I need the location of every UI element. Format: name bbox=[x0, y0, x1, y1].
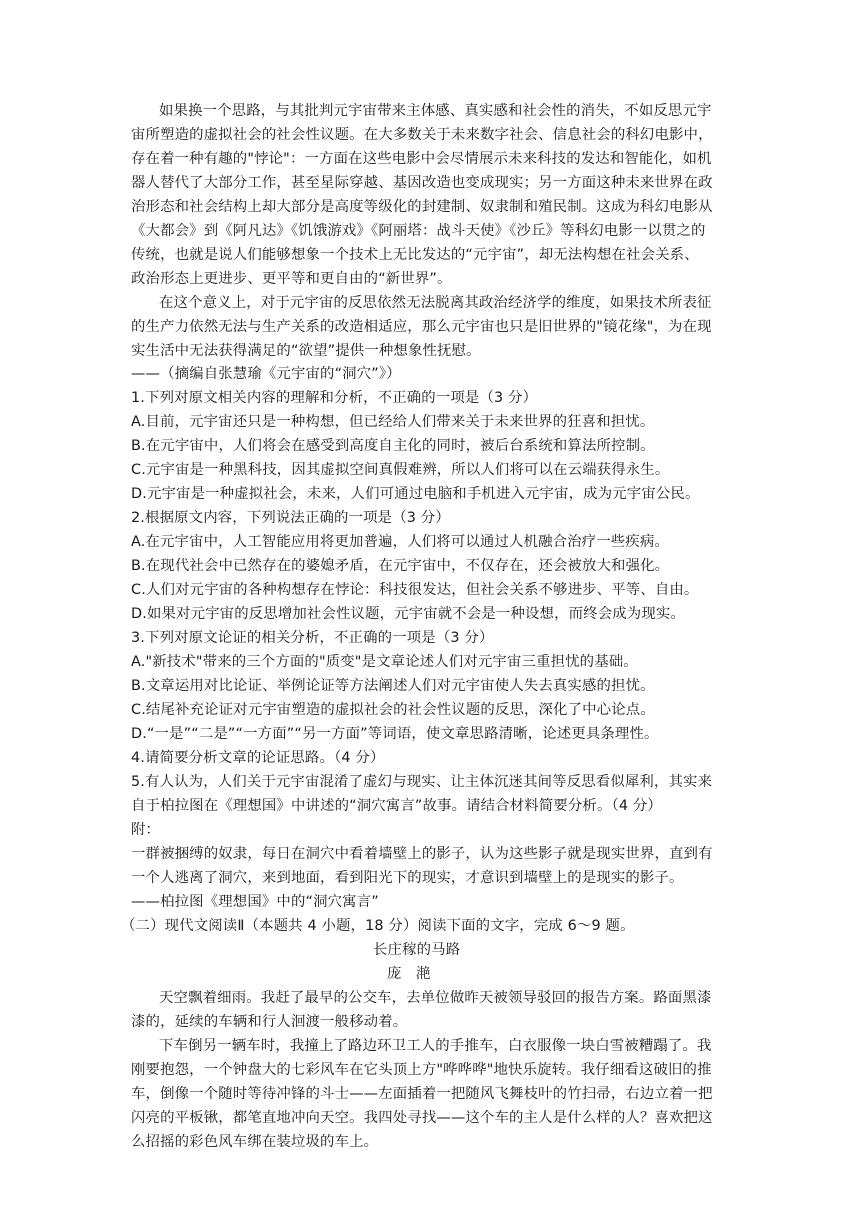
paragraph-line: 治形态和社会结构上却大部分是高度等级化的封建制、奴隶制和殖民制。这成为科幻电影从 bbox=[131, 199, 713, 215]
paragraph-line: 政治形态上更进步、更平等和更自由的“新世界”。 bbox=[131, 271, 452, 287]
paragraph-line: 的生产力依然无法与生产关系的改造相适应，那么元宇宙也只是旧世界的"镜花缘"，为在现 bbox=[131, 319, 712, 335]
question-3-option-d: D.“一是”“二是”“一方面”“另一方面”等词语，使文章思路清晰，论述更具条理性。 bbox=[131, 726, 659, 742]
question-3-option-a: A."新技术"带来的三个方面的"质变"是文章论述人们对元宇宙三重担忧的基础。 bbox=[131, 654, 638, 670]
appendix-line: 一群被捆缚的奴隶，每日在洞穴中看着墙壁上的影子，认为这些影子就是现实世界，直到有 bbox=[131, 846, 713, 862]
question-1: 1.下列对原文相关内容的理解和分析，不正确的一项是（3 分） bbox=[131, 390, 538, 406]
paragraph-line: 天空飘着细雨。我赶了最早的公交车，去单位做昨天被领导驳回的报告方案。路面黑漆 bbox=[159, 990, 712, 1006]
paragraph-line: 下车倒另一辆车时，我撞上了路边环卫工人的手推车，白衣服像一块白雪被糟蹋了。我 bbox=[159, 1038, 712, 1054]
appendix-line: 一个人逃离了洞穴，来到地面，看到阳光下的现实，才意识到墙壁上的是现实的影子。 bbox=[131, 870, 684, 886]
question-3-option-c: C.结尾补充论证对元宇宙塑造的虚拟社会的社会性议题的反思，深化了中心论点。 bbox=[131, 702, 655, 718]
question-1-option-b: B.在元宇宙中，人们将会在感受到高度自主化的同时，被后台系统和算法所控制。 bbox=[131, 438, 655, 454]
article-title: 长庄稼的马路 bbox=[373, 942, 461, 958]
question-2-option-a: A.在元宇宙中，人工智能应用将更加普遍，人们将可以通过人机融合治疗一些疾病。 bbox=[131, 534, 669, 550]
paragraph-line: 么招摇的彩色风车绑在装垃圾的车上。 bbox=[131, 1134, 379, 1150]
passage-source: ——（摘编自张慧瑜《元宇宙的“洞穴”》） bbox=[131, 366, 401, 382]
question-4: 4.请简要分析文章的论证思路。（4 分） bbox=[131, 750, 385, 766]
question-2-option-c: C.人们对元宇宙的各种构想存在悖论：科技很发达，但社会关系不够进步、平等、自由。 bbox=[131, 582, 699, 598]
question-1-option-a: A.目前，元宇宙还只是一种构想，但已经给人们带来关于未来世界的狂喜和担忧。 bbox=[131, 414, 655, 430]
question-2: 2.根据原文内容，下列说法正确的一项是（3 分） bbox=[131, 510, 450, 526]
paragraph-line: 在这个意义上，对于元宇宙的反思依然无法脱离其政治经济学的维度，如果技术所表征 bbox=[159, 295, 712, 311]
appendix-source: ——柏拉图《理想国》中的“洞穴寓言” bbox=[131, 894, 379, 910]
paragraph-line: 宙所塑造的虚拟社会的社会性议题。在大多数关于未来数字社会、信息社会的科幻电影中， bbox=[131, 127, 713, 143]
section-header: （二）现代文阅读Ⅱ（本题共 4 小题，18 分）阅读下面的文字，完成 6～9 题。 bbox=[121, 918, 635, 934]
paragraph-line: 存在着一种有趣的"悖论"：一方面在这些电影中会尽情展示未来科技的发达和智能化，如机 bbox=[131, 151, 712, 167]
paragraph-line: 器人替代了大部分工作，甚至星际穿越、基因改造也变成现实；另一方面这种未来世界在政 bbox=[131, 175, 713, 191]
appendix-label: 附： bbox=[131, 822, 161, 838]
paragraph-line: 车，倒像一个随时等待冲锋的斗士——左面插着一把随风飞舞枝叶的竹扫帚，右边立着一把 bbox=[131, 1086, 713, 1102]
paragraph-line: 实生活中无法获得满足的“欲望”提供一种想象性抚慰。 bbox=[131, 343, 481, 359]
question-1-option-c: C.元宇宙是一种黑科技，因其虚拟空间真假难辨，所以人们将可以在云端获得永生。 bbox=[131, 462, 670, 478]
question-2-option-b: B.在现代社会中已然存在的婆媳矛盾，在元宇宙中，不仅存在，还会被放大和强化。 bbox=[131, 558, 670, 574]
paragraph-line: 刚要抱怨，一个钟盘大的七彩风车在它头顶上方"哗哗哗"地快乐旋转。我仔细看这破旧的推 bbox=[131, 1062, 712, 1078]
paragraph-line: 传统，也就是说人们能够想象一个技术上无比发达的“元宇宙”，却无法构想在社会关系、 bbox=[131, 247, 699, 263]
question-3-option-b: B.文章运用对比论证、举例论证等方法阐述人们对元宇宙使人失去真实感的担忧。 bbox=[131, 678, 655, 694]
article-author: 庞 滟 bbox=[387, 966, 431, 982]
question-2-option-d: D.如果对元宇宙的反思增加社会性议题，元宇宙就不会是一种设想，而终会成为现实。 bbox=[131, 606, 685, 622]
paragraph-line: 闪亮的平板锹，都笔直地冲向天空。我四处寻找——这个车的主人是什么样的人？喜欢把这 bbox=[131, 1110, 713, 1126]
question-5-cont: 自于柏拉图在《理想国》中讲述的“洞穴寓言”故事。请结合材料简要分析。（4 分） bbox=[131, 798, 662, 814]
question-5: 5.有人认为，人们关于元宇宙混淆了虚幻与现实、让主体沉迷其间等反思看似犀利，其实来 bbox=[131, 774, 713, 790]
paragraph-line: 如果换一个思路，与其批判元宇宙带来主体感、真实感和社会性的消失，不如反思元宇 bbox=[159, 103, 712, 119]
question-1-option-d: D.元宇宙是一种虚拟社会，未来，人们可通过电脑和手机进入元宇宙，成为元宇宙公民。 bbox=[131, 486, 700, 502]
question-3: 3.下列对原文论证的相关分析，不正确的一项是（3 分） bbox=[131, 630, 494, 646]
paragraph-line: 《大都会》到《阿凡达》《饥饿游戏》《阿丽塔：战斗天使》《沙丘》等科幻电影一以贯之的 bbox=[131, 223, 706, 239]
paragraph-line: 漆的，延续的车辆和行人洄渡一般移动着。 bbox=[131, 1014, 408, 1030]
